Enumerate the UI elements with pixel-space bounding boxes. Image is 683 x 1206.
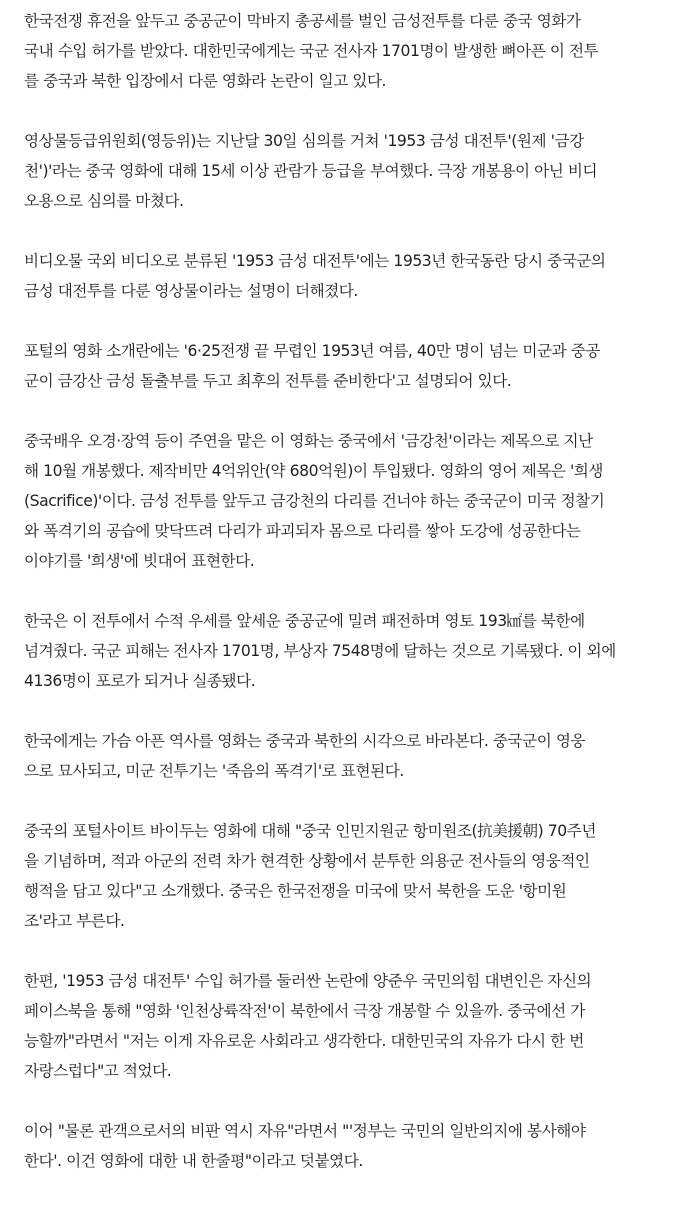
text-line: 군이 금강산 금성 돌출부를 두고 최후의 전투를 준비한다'고 설명되어 있다. [24,372,512,390]
paragraph [24,426,666,576]
text-line: 금성 대전투를 다룬 영상물이라는 설명이 더해졌다. [24,282,358,300]
paragraph [24,6,666,96]
paragraph [24,1116,666,1176]
text-line: 으로 묘사되고, 미군 전투기는 '죽음의 폭격기'로 표현된다. [24,762,404,780]
paragraph [24,126,666,216]
paragraph [24,606,666,696]
text-line: 행적을 담고 있다"고 소개했다. 중국은 한국전쟁을 미국에 맞서 북한을 도운 '항미원 [24,882,567,900]
paragraph [24,816,666,936]
text-line: 국내 수입 허가를 받았다. 대한민국에게는 국군 전사자 1701명이 발생한 뼈아픈 이 전투 [24,42,599,60]
text-line: 조'라고 부른다. [24,912,125,930]
paragraph [24,336,666,396]
text-line: 능할까"라면서 "저는 이게 자유로운 사회라고 생각한다. 대한민국의 자유가 다시 한 번 [24,1032,584,1050]
text-line: 영상물등급위원회(영등위)는 지난달 30일 심의를 거쳐 '1953 금성 대전투'(원제 '금강 [24,132,584,150]
text-line: 이어 "물론 관객으로서의 비판 역시 자유"라면서 "'정부는 국민의 일반의지에 봉사해야 [24,1122,586,1140]
article-body [24,6,666,1206]
text-line: 자랑스럽다"고 적었다. [24,1062,172,1080]
text-line: 와 폭격기의 공습에 맞닥뜨려 다리가 파괴되자 몸으로 다리를 쌓아 도강에 성공한다는 [24,522,581,540]
text-line: 한국은 이 전투에서 수적 우세를 앞세운 중공군에 밀려 패전하며 영토 193㎢를 북한에 [24,612,585,630]
text-line: 비디오물 국외 비디오로 분류된 '1953 금성 대전투'에는 1953년 한국동란 당시 중국군의 [24,252,606,270]
text-line: 중국의 포털사이트 바이두는 영화에 대해 "중국 인민지원군 항미원조(抗美援朝) 70주년 [24,822,596,840]
text-line: 한편, '1953 금성 대전투' 수입 허가를 둘러싼 논란에 양준우 국민의힘 대변인은 자신의 [24,972,592,990]
text-line: 를 중국과 북한 입장에서 다룬 영화라 논란이 일고 있다. [24,72,387,90]
text-line: 천')'라는 중국 영화에 대해 15세 이상 관람가 등급을 부여했다. 극장 개봉용이 아닌 비디 [24,162,598,180]
text-line: 한국전쟁 휴전을 앞두고 중공군이 막바지 총공세를 벌인 금성전투를 다룬 중국 영화가 [24,12,581,30]
text-line: 이야기를 '희생'에 빗대어 표현한다. [24,552,255,570]
text-line: 오용으로 심의를 마쳤다. [24,192,184,210]
text-line: 페이스북을 통해 "영화 '인천상륙작전'이 북한에서 극장 개봉할 수 있을까. 중국에선 가 [24,1002,585,1020]
text-line: 넘겨줬다. 국군 피해는 전사자 1701명, 부상자 7548명에 달하는 것으로 기록됐다. 이 외에 [24,642,616,660]
paragraph [24,246,666,306]
paragraph [24,966,666,1086]
text-line: 한국에게는 가슴 아픈 역사를 영화는 중국과 북한의 시각으로 바라본다. 중국군이 영웅 [24,732,586,750]
text-line: 중국배우 오경·장역 등이 주연을 맡은 이 영화는 중국에서 '금강천'이라는 제목으로 지난 [24,432,593,450]
text-line: 4136명이 포로가 되거나 실종됐다. [24,672,256,690]
text-line: 을 기념하며, 적과 아군의 전력 차가 현격한 상황에서 분투한 의용군 전사들의 영웅적인 [24,852,590,870]
paragraph [24,726,666,786]
text-line: 한다'. 이건 영화에 대한 내 한줄평"이라고 덧붙였다. [24,1152,363,1170]
text-line: (Sacrifice)'이다. 금성 전투를 앞두고 금강천의 다리를 건너야 하는 중국군이 미국 정찰기 [24,492,605,510]
text-line: 해 10월 개봉했다. 제작비만 4억위안(약 680억원)이 투입됐다. 영화의 영어 제목은 '희생 [24,462,604,480]
text-line: 포털의 영화 소개란에는 '6·25전쟁 끝 무렵인 1953년 여름, 40만 명이 넘는 미군과 중공 [24,342,600,360]
